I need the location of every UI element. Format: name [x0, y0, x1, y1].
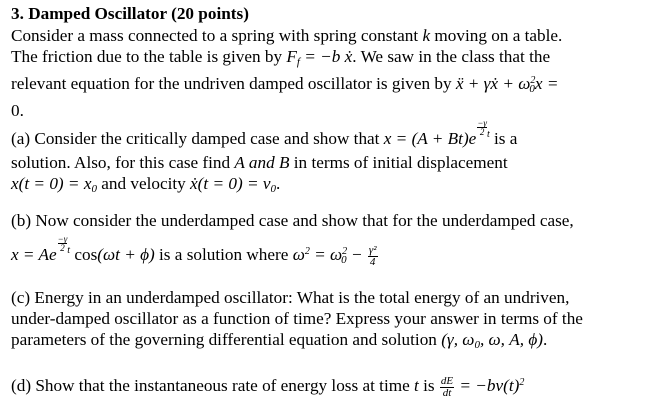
intro-line-2: The friction due to the table is given by $F_f = -b$ ẋ. We saw in the class that the	[11, 47, 551, 68]
energy-loss-equation: $\frac{dE}{dt}$ = $-bv(t)^2$	[440, 374, 525, 399]
parameter-list: (γ, $\omega_0$, ω, A, ϕ)	[441, 330, 543, 351]
part-c-line-2: under-damped oscillator as a function of time? Express your answer in terms of the	[11, 309, 583, 328]
intro-line-4: 0.	[11, 101, 24, 120]
oscillator-equation: ẍ + γẋ + $\omega^2_0x$ =	[455, 74, 559, 95]
spring-constant-symbol: k	[422, 26, 431, 45]
part-c-paragraph	[11, 287, 655, 356]
problem-title: 3. Damped Oscillator (20 points)	[11, 4, 249, 23]
part-d-paragraph	[11, 375, 655, 399]
initial-displacement: $x(t = 0) = x_0$	[11, 174, 97, 195]
part-b-line-1: (b) Now consider the underdamped case and show that for the underdamped case,	[11, 211, 574, 230]
part-a-line-2: solution. Also, for this case find A and B in terms of initial displacement	[11, 153, 508, 172]
initial-velocity: ẋ(t = $0) = v_0$	[190, 174, 277, 195]
intro-paragraph	[11, 25, 655, 121]
part-b-paragraph	[11, 210, 655, 271]
part-b-line-2: x = Ae $\frac{-\gamma}{2}$ $^t$ cos(ωt + ϕ) is a solution where $\omega^2 = \omega^2_0$ − $\frac{\text{γ²}}{4}$	[11, 234, 377, 268]
part-a-line-3: $x(t = 0) = x_0$ and velocity ẋ(t = $0) = v_0$.	[11, 174, 281, 195]
part-c-line-1: (c) Energy in an underdamped oscillator: What is the total energy of an undriven,	[11, 288, 570, 307]
intro-line-3: relevant equation for the undriven damped oscillator is given by ẍ + γẋ + $\omega^2_0x$ =	[11, 74, 559, 95]
part-c-line-3: parameters of the governing differential equation and solution (γ, $\omega_0$, ω, A, ϕ).	[11, 330, 548, 351]
part-d-line-1: (d) Show that the instantaneous rate of energy loss at time t is $\frac{dE}{dt}$ = $-bv(t)^2$	[11, 374, 525, 399]
part-a-line-1: (a) Consider the critically damped case and show that x = (A + Bt)e $\frac{-\gamma}{2}$ $^t$ is a	[11, 118, 518, 148]
intro-line-1: Consider a mass connected to a spring with spring constant k moving on a table.	[11, 26, 563, 45]
part-a-paragraph	[11, 119, 655, 200]
friction-equation: $F_f = -b$ ẋ	[286, 47, 353, 68]
underdamped-solution: x = Ae $\frac{-\gamma}{2}$ $^t$ cos(ωt + ϕ)	[11, 234, 155, 264]
critical-solution: x = (A + Bt)e $\frac{-\gamma}{2}$ $^t$	[383, 118, 490, 148]
frequency-relation: $\omega^2 = \omega^2_0$ − $\frac{\text{γ²}}{4}$	[292, 243, 377, 268]
